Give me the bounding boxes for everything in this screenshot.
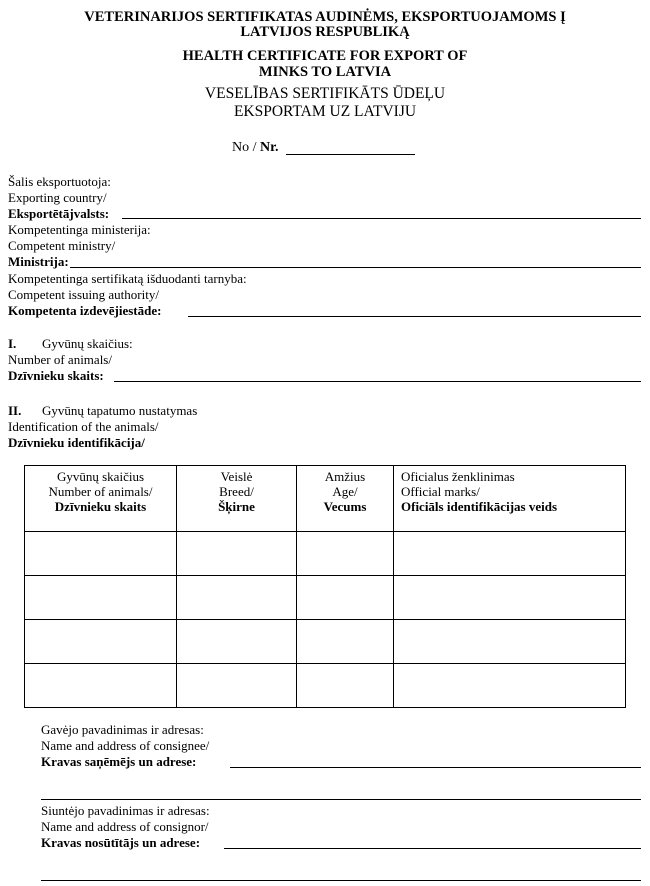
col-header-lv: Oficiāls identifikācijas veids [401, 499, 557, 514]
ministry-field[interactable] [70, 267, 641, 268]
number-label-normal: No / [232, 140, 260, 155]
col-header-en: Breed/ [219, 484, 254, 499]
title-latvian-line-1: VESELĪBAS SERTIFIKĀTS ŪDEĻU [204, 85, 446, 102]
consignor-field[interactable] [224, 848, 641, 849]
exporting-country-label-lt: Šalis eksportuotoja: [8, 174, 111, 189]
table-cell[interactable] [177, 532, 297, 576]
table-cell[interactable] [297, 620, 394, 664]
col-header-lt: Oficialus ženklinimas [401, 469, 515, 484]
section-1-label-lv: Dzīvnieku skaits: [8, 368, 104, 383]
number-of-animals-field[interactable] [114, 381, 641, 382]
col-header-lt: Veislė [220, 469, 253, 484]
authority-label-lv: Kompetenta izdevējiestāde: [8, 303, 162, 318]
consignor-label-en: Name and address of consignor/ [41, 819, 209, 834]
col-header-number-of-animals [25, 466, 177, 532]
col-header-lv: Dzīvnieku skaits [54, 499, 147, 514]
col-header-en: Official marks/ [401, 484, 480, 499]
ministry-label-lt: Kompetentinga ministerija: [8, 222, 151, 237]
section-1-label-en: Number of animals/ [8, 352, 112, 367]
col-header-en: Age/ [332, 484, 358, 499]
table-cell[interactable] [394, 532, 626, 576]
certificate-number-field[interactable] [286, 154, 415, 155]
table-cell[interactable] [297, 664, 394, 708]
col-header-lt: Amžius [324, 469, 366, 484]
authority-field[interactable] [188, 316, 641, 317]
title-lithuanian-line-2: LATVIJOS RESPUBLIKĄ [240, 24, 410, 40]
table-cell[interactable] [297, 532, 394, 576]
section-2-label-lt: Gyvūnų tapatumo nustatymas [42, 403, 198, 418]
exporting-country-label-lv: Eksportētājvalsts: [8, 206, 110, 221]
table-cell[interactable] [177, 664, 297, 708]
section-1-numeral: I. [8, 336, 17, 351]
exporting-country-label-en: Exporting country/ [8, 190, 107, 205]
ministry-label-en: Competent ministry/ [8, 238, 116, 253]
certificate-number-label [232, 140, 279, 155]
col-header-breed [177, 466, 297, 532]
table-cell[interactable] [394, 576, 626, 620]
title-lithuanian-line-1: VETERINARIJOS SERTIFIKATAS AUDINĖMS, EKSPORTUOJAMOMS Į [84, 9, 566, 25]
col-header-lv: Šķirne [218, 499, 255, 514]
col-header-lt: Gyvūnų skaičius [56, 469, 145, 484]
table-row [25, 664, 626, 708]
section-2-numeral: II. [8, 403, 22, 418]
consignor-label-lv: Kravas nosūtītājs un adrese: [41, 835, 201, 850]
table-cell[interactable] [394, 620, 626, 664]
col-header-official-marks [394, 466, 626, 532]
consignee-label-en: Name and address of consignee/ [41, 738, 210, 753]
authority-label-en: Competent issuing authority/ [8, 287, 159, 302]
table-cell[interactable] [25, 576, 177, 620]
authority-label-lt: Kompetentinga sertifikatą išduodanti tarnyba: [8, 271, 247, 286]
consignee-field[interactable] [230, 767, 641, 768]
ministry-label-lv: Ministrija: [8, 254, 69, 269]
table-row [25, 576, 626, 620]
consignor-field-line-2[interactable] [41, 880, 641, 881]
table-row [25, 532, 626, 576]
table-cell[interactable] [297, 576, 394, 620]
exporting-country-field[interactable] [122, 218, 641, 219]
table-cell[interactable] [177, 620, 297, 664]
consignee-label-lt: Gavėjo pavadinimas ir adresas: [41, 722, 204, 737]
table-cell[interactable] [25, 620, 177, 664]
animal-identification-table [24, 465, 626, 708]
consignee-label-lv: Kravas saņēmējs un adrese: [41, 754, 197, 769]
section-1-label-lt: Gyvūnų skaičius: [42, 336, 133, 351]
section-2-label-en: Identification of the animals/ [8, 419, 159, 434]
col-header-en: Number of animals/ [48, 484, 153, 499]
section-2-label-lv: Dzīvnieku identifikācija/ [8, 435, 145, 450]
col-header-lv: Vecums [323, 499, 367, 514]
table-cell[interactable] [25, 664, 177, 708]
table-header-row [25, 466, 626, 532]
title-english-line-2: MINKS TO LATVIA [258, 64, 392, 80]
table-cell[interactable] [394, 664, 626, 708]
col-header-age [297, 466, 394, 532]
table-row [25, 620, 626, 664]
title-latvian-line-2: EKSPORTAM UZ LATVIJU [233, 103, 417, 120]
table-cell[interactable] [25, 532, 177, 576]
consignee-field-line-2[interactable] [41, 799, 641, 800]
number-label-bold: Nr. [260, 140, 279, 155]
title-english-line-1: HEALTH CERTIFICATE FOR EXPORT OF [182, 48, 468, 64]
table-cell[interactable] [177, 576, 297, 620]
consignor-label-lt: Siuntėjo pavadinimas ir adresas: [41, 803, 210, 818]
